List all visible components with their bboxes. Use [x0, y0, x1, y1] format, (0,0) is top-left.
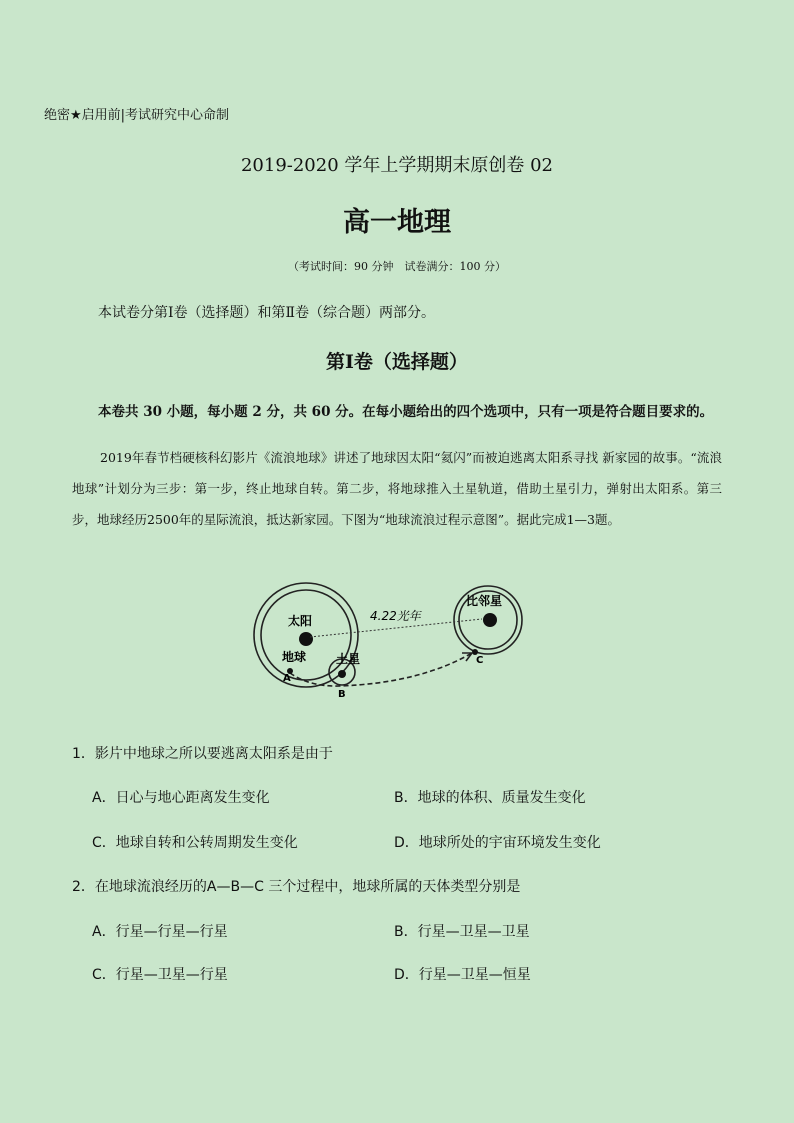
point-c-label: C	[476, 655, 484, 666]
confidential-label: 绝密★启用前|考试研究中心命制	[44, 108, 230, 123]
saturn-dot	[338, 670, 346, 678]
question-1-option-b: B．地球的体积、质量发生变化	[394, 790, 586, 806]
question-1-option-d: D．地球所处的宇宙环境发生变化	[394, 835, 601, 851]
reading-passage: 2019年春节档硬核科幻影片《流浪地球》讲述了地球因太阳“氦闪”而被迫逃离太阳系寻找 新家园的故事。“流浪地球”计划分为三步：第一步，终止地球自转。第二步，将地球推入土星轨道，借助土星引力，弹射出太阳系。第三步，地球经历2500年的星际流浪，抵达新家园。下图为“地球流浪过程示意图”。据此完成1—3题。	[72, 450, 722, 527]
question-2-option-c: C．行星—卫星—行星	[92, 967, 228, 983]
question-1-option-c: C．地球自转和公转周期发生变化	[92, 835, 298, 851]
section-instructions: 本卷共 30 小题，每小题 2 分，共 60 分。在每小题给出的四个选项中，只有一项是符合题目要求的。	[98, 404, 714, 420]
question-2-option-d: D．行星—卫星—恒星	[394, 967, 531, 983]
sun-label: 太阳	[288, 614, 313, 628]
question-1-option-a: A．日心与地心距离发生变化	[92, 790, 270, 806]
question-2-option-b: B．行星—卫星—卫星	[394, 924, 530, 940]
saturn-label: 土星	[336, 652, 361, 666]
exam-intro: 本试卷分第Ⅰ卷（选择题）和第Ⅱ卷（综合题）两部分。	[98, 305, 436, 321]
question-2-stem: 2．在地球流浪经历的A—B—C 三个过程中，地球所属的天体类型分别是	[72, 879, 521, 895]
question-2-option-a: A．行星—行星—行星	[92, 924, 228, 940]
distance-label: 4.22光年	[370, 609, 421, 623]
point-b-label: B	[338, 689, 346, 700]
trajectory-path	[290, 653, 472, 686]
earth-wandering-diagram	[250, 575, 540, 700]
exam-info: （考试时间：90 分钟 试卷满分：100 分）	[288, 260, 506, 273]
exam-title: 2019-2020 学年上学期期末原创卷 02	[240, 155, 554, 176]
point-a-label: A	[283, 673, 291, 684]
question-1-stem: 1．影片中地球之所以要逃离太阳系是由于	[72, 746, 333, 762]
subject-title: 高一地理	[343, 207, 451, 238]
proxima-dot	[483, 613, 497, 627]
section-title: 第Ⅰ卷（选择题）	[326, 351, 468, 373]
earth-label: 地球	[282, 650, 307, 664]
proxima-label: 比邻星	[466, 594, 503, 608]
sun-dot	[299, 632, 313, 646]
